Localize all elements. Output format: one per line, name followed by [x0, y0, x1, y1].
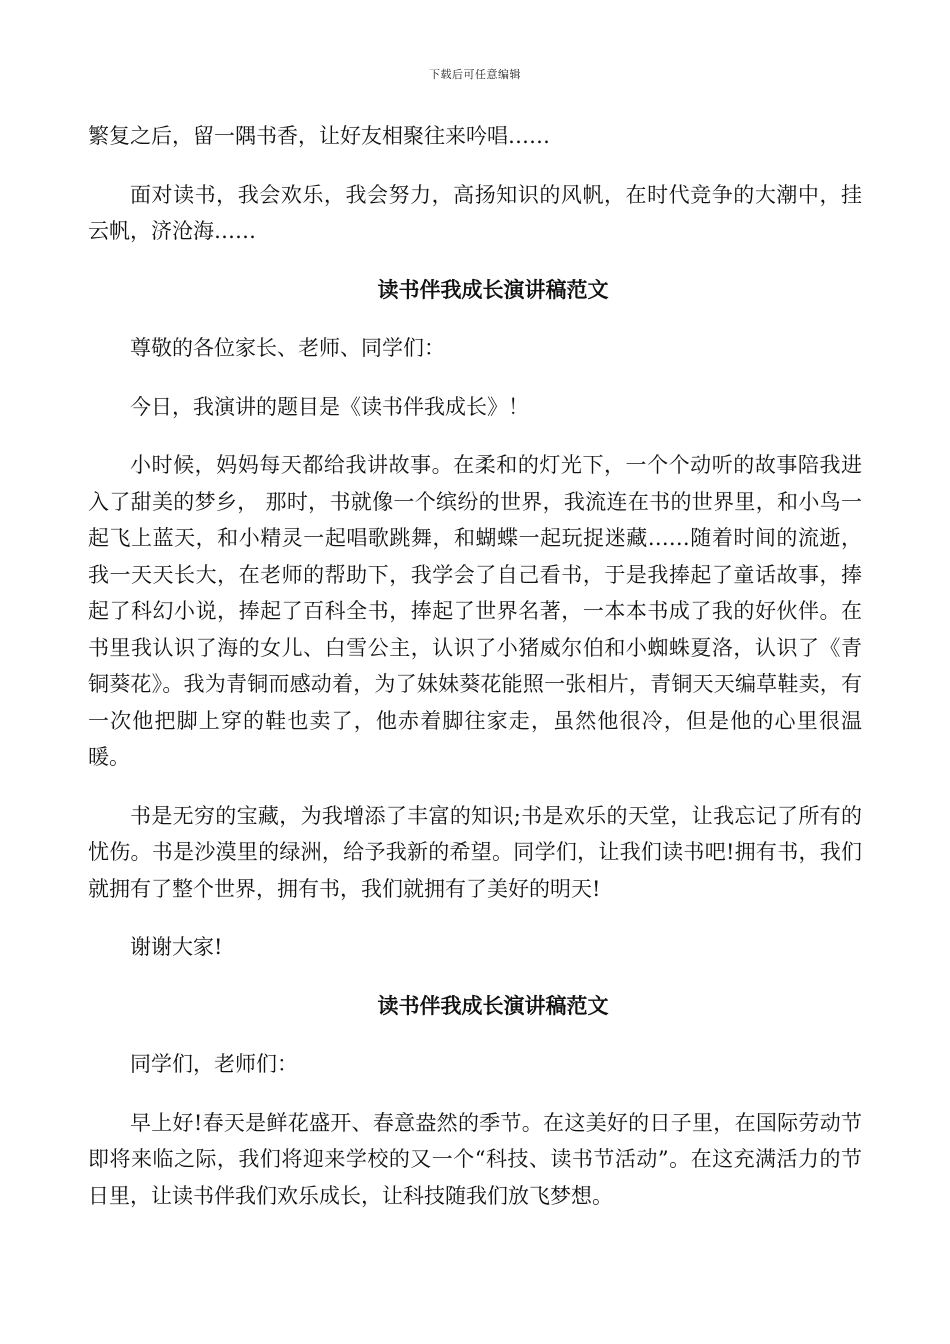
section-title: 读书伴我成长演讲稿范文	[377, 276, 609, 302]
closing: 谢谢大家!	[130, 935, 223, 959]
paragraph: 书是无穷的宝藏，为我增添了丰富的知识;书是欢乐的天堂，让我忘记了所有的忧伤。书是沙漠里的绿洲，给予我新的希望。同学们，让我们读书吧!拥有书，我们就拥有了整个世界，拥有书，我们就拥有了美好的明天!	[88, 803, 862, 901]
document-body	[88, 118, 862, 1236]
section-title: 读书伴我成长演讲稿范文	[377, 992, 609, 1018]
paragraph: 今日，我演讲的题目是《读书伴我成长》！	[130, 394, 529, 419]
paragraph: 面对读书，我会欢乐，我会努力，高扬知识的风帆，在时代竞争的大潮中，挂云帆，济沧海……	[88, 182, 862, 243]
paragraph: 小时候，妈妈每天都给我讲故事。在柔和的灯光下，一个个动听的故事陪我进入了甜美的梦乡， 那时，书就像一个缤纷的世界，我流连在书的世界里，和小鸟一起飞上蓝天，和小精灵一起唱歌跳舞，和蝴蝶一起玩捉迷藏……随着时间的流逝，我一天天长大，在老师的帮助下，我学会了自己看书，于是我捧起了童话故事，捧起了科幻小说，捧起了百科全书，捧起了世界名著，一本本书成了我的好伙伴。在书里我认识了海的女儿、白雪公主，认识了小猪威尔伯和小蜘蛛夏洛，认识了《青铜葵花》。我为青铜而感动着，为了妹妹葵花能照一张相片，青铜天天编草鞋卖，有一次他把脚上穿的鞋也卖了，他赤着脚往家走，虽然他很冷，但是他的心里很温暖。	[88, 453, 862, 769]
salutation: 同学们，老师们：	[130, 1052, 298, 1076]
salutation: 尊敬的各位家长、老师、同学们：	[130, 336, 445, 360]
paragraph: 早上好!春天是鲜花盛开、春意盎然的季节。在这美好的日子里，在国际劳动节即将来临之际，我们将迎来学校的又一个“科技、读书节活动”。在这充满活力的节日里，让读书伴我们欢乐成长，让科技随我们放飞梦想。	[88, 1110, 862, 1208]
page-header: 下载后可任意编辑	[429, 68, 521, 81]
paragraph-continuation: 繁复之后，留一隅书香，让好友相聚往来吟唱……	[88, 124, 550, 148]
